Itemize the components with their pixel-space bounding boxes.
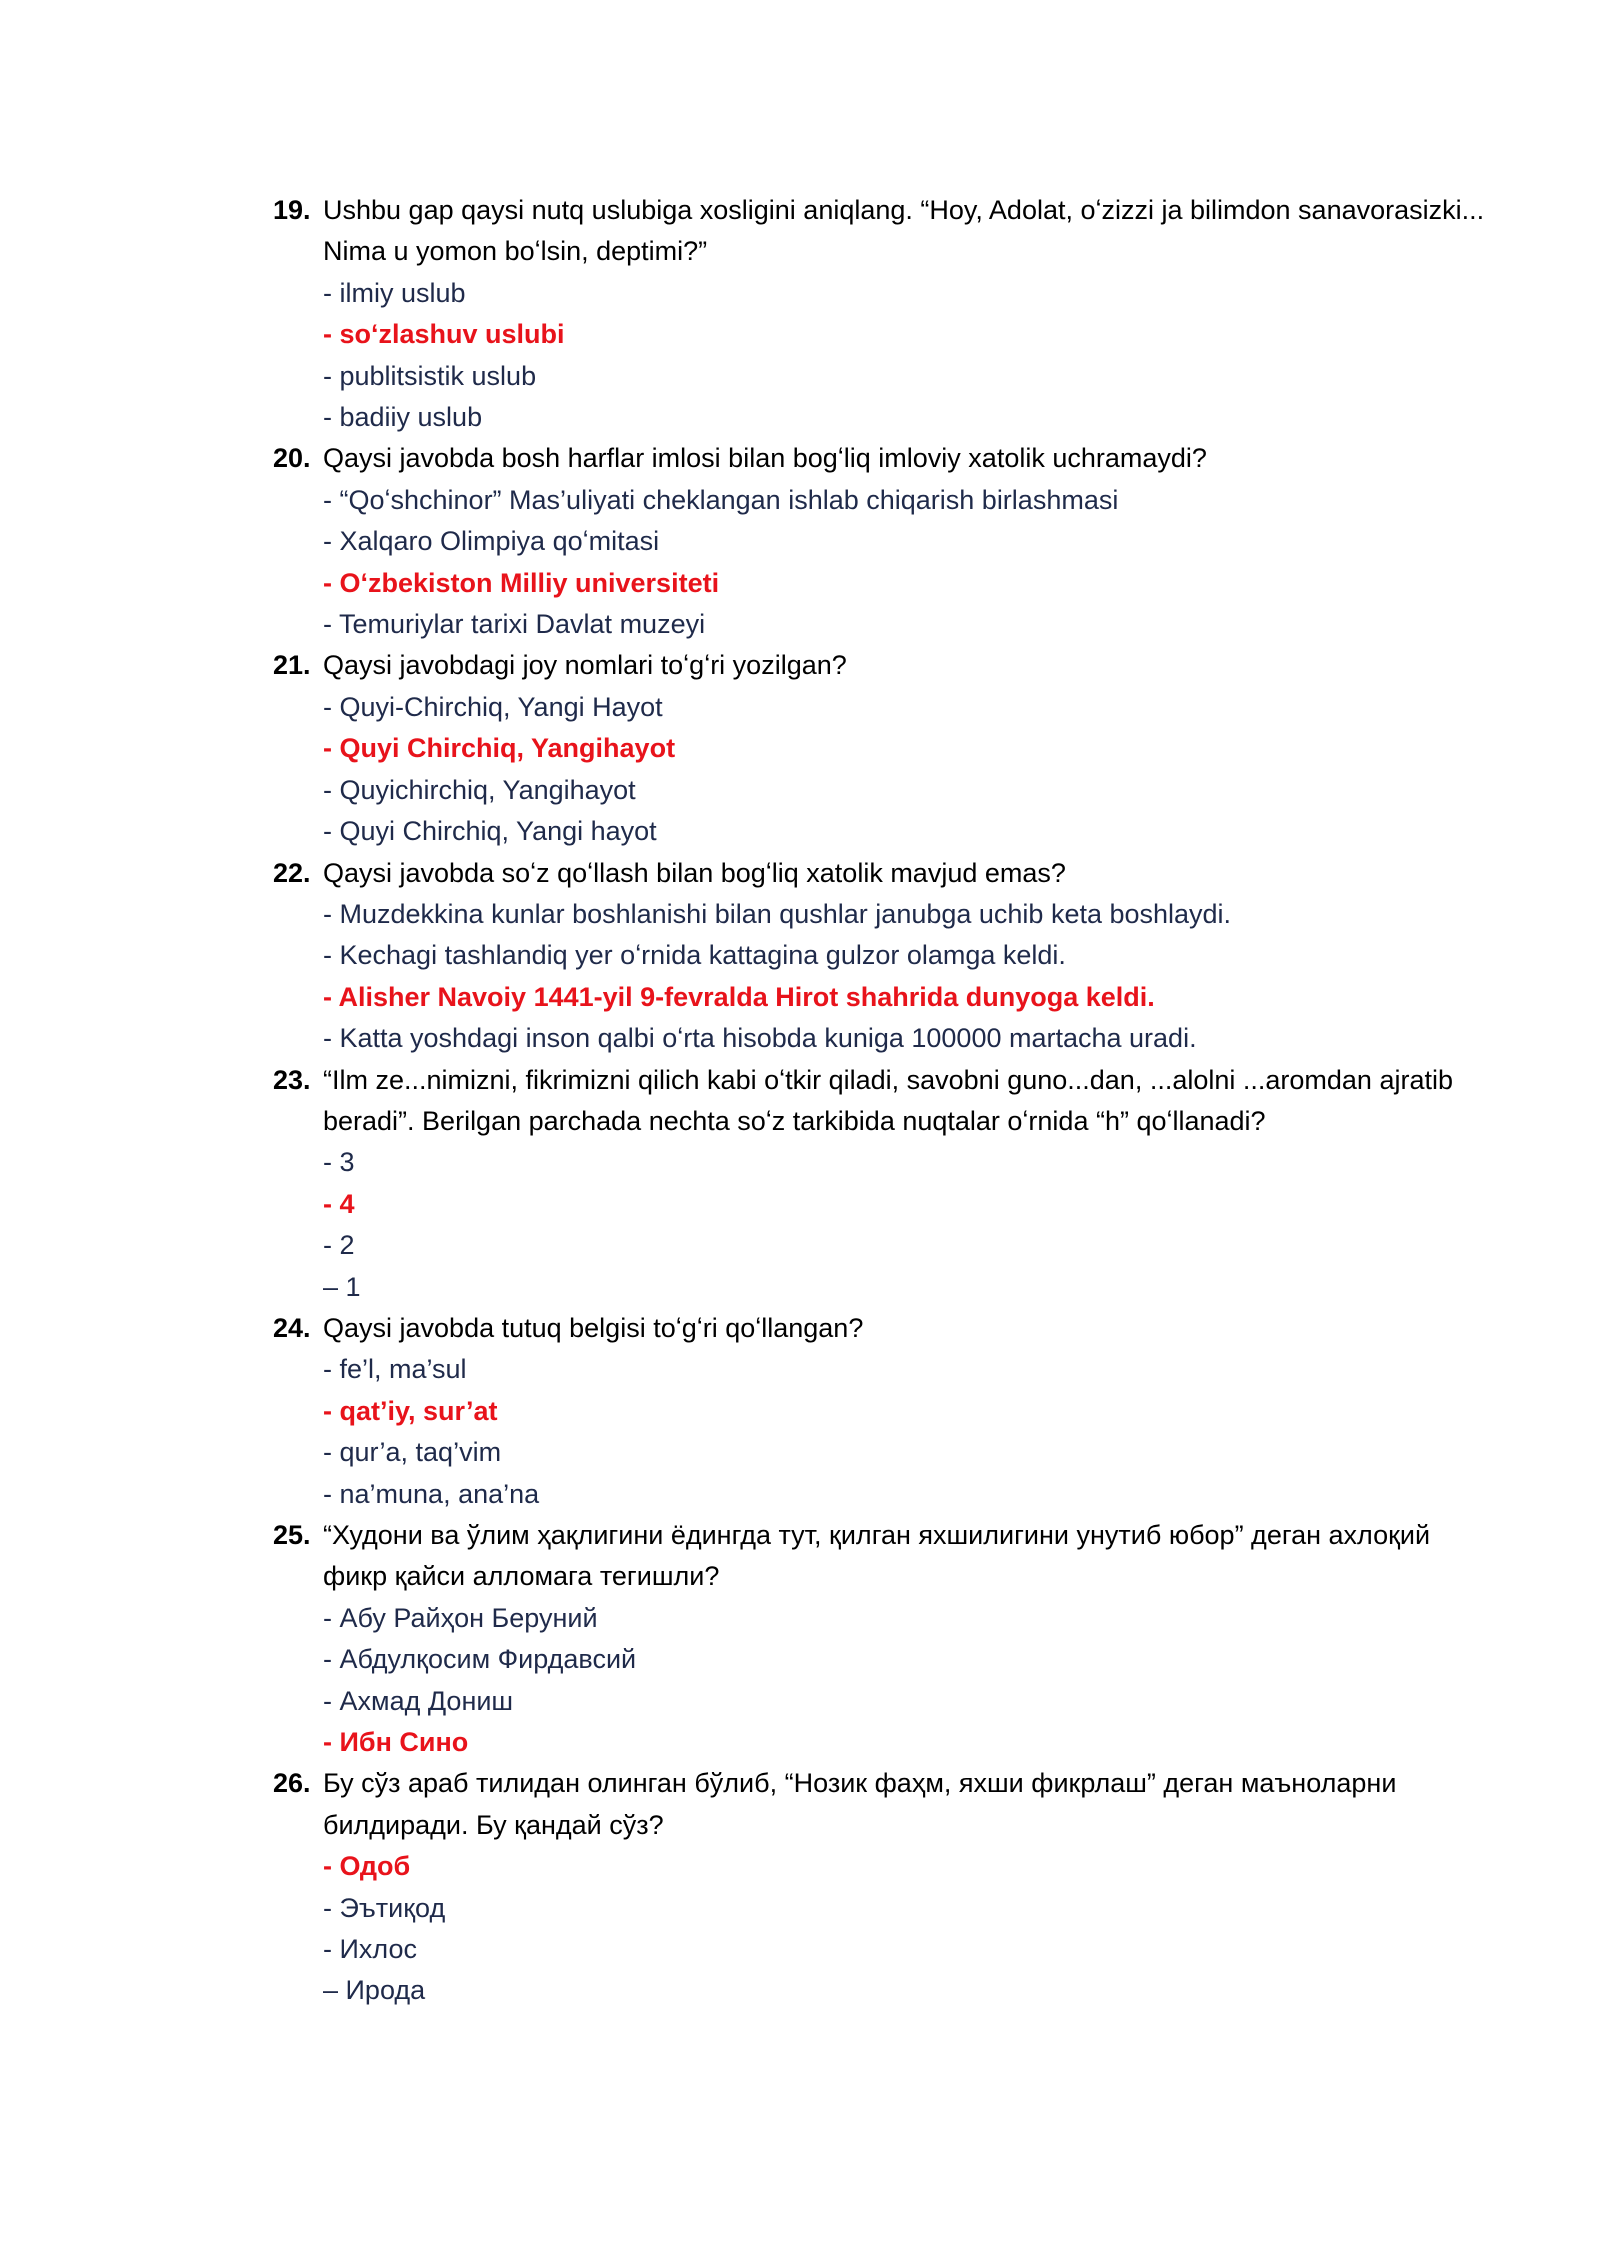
question-list [273,190,1493,2012]
question-number: 21. [273,650,311,681]
answer-options [323,273,1493,439]
question-text: Qaysi javobdagi joy nomlari toʻgʻri yozilgan? [323,650,847,681]
answer-option: - Абу Райҳон Беруний [323,1602,598,1633]
answer-option-correct: - Ибн Сино [323,1727,469,1758]
question-21 [273,645,1493,852]
answer-option: - Эътиқод [323,1892,446,1923]
question-number: 20. [273,443,311,474]
question-25 [273,1515,1493,1763]
question-text: Ushbu gap qaysi nutq uslubiga xosligini aniqlang. “Hoy, Adolat, oʻzizzi ja bilimdon sanavorasizki... Nima u yomon boʻlsin, deptimi?” [323,195,1485,267]
answer-options [323,687,1493,853]
question-text: “Худони ва ўлим ҳақлигини ёдингда тут, қилган яхшилигини унутиб юбор” деган ахлоқий фикр қайси алломага тегишли? [323,1520,1431,1592]
answer-option-correct: - Oʻzbekiston Milliy universiteti [323,567,720,598]
answer-options [323,894,1493,1060]
answer-option-correct: - Quyi Chirchiq, Yangihayot [323,733,676,764]
answer-option: - ilmiy uslub [323,277,466,308]
question-text: Qaysi javobda bosh harflar imlosi bilan bogʻliq imloviy xatolik uchramaydi? [323,443,1207,474]
answer-option: - Quyi-Chirchiq, Yangi Hayot [323,691,663,722]
answer-option: – 1 [323,1271,361,1302]
answer-option: - qur’a, taq’vim [323,1437,502,1468]
answer-options [323,1142,1493,1308]
answer-option: - Абдулқосим Фирдавсий [323,1644,637,1675]
question-26 [273,1763,1493,2011]
answer-option: - Quyi Chirchiq, Yangi hayot [323,816,657,847]
answer-option: - Ахмад Дониш [323,1685,514,1716]
question-number: 24. [273,1312,311,1343]
question-number: 19. [273,195,311,225]
question-text: Qaysi javobda soʻz qoʻllash bilan bogʻliq xatolik mavjud emas? [323,857,1066,888]
question-number: 22. [273,857,311,888]
answer-option: - 3 [323,1147,355,1178]
question-text: Бу сўз араб тилидан олинган бўлиб, “Нозик фаҳм, яхши фикрлаш” деган маъноларни билдиради. Бу қандай сўз? [323,1768,1397,1840]
question-24 [273,1308,1493,1515]
question-19 [273,190,1493,438]
question-20 [273,438,1493,645]
answer-option: - badiiy uslub [323,402,483,433]
answer-option: - publitsistik uslub [323,360,537,391]
answer-options [323,1349,1493,1515]
answer-option-correct: - Alisher Navoiy 1441-yil 9-fevralda Hirot shahrida dunyoga keldi. [323,981,1155,1012]
answer-option: - fe’l, ma’sul [323,1354,467,1385]
answer-options [323,1598,1493,1764]
question-number: 25. [273,1520,311,1550]
question-number: 26. [273,1768,311,1799]
answer-option: - Temuriylar tarixi Davlat muzeyi [323,609,706,640]
question-number: 23. [273,1064,311,1095]
answer-option-correct: - soʻzlashuv uslubi [323,319,565,350]
answer-option: - Xalqaro Olimpiya qoʻmitasi [323,526,660,557]
answer-option: - Ихлос [323,1934,417,1965]
answer-option-correct: - 4 [323,1188,355,1219]
answer-option: - “Qoʻshchinor” Mas’uliyati cheklangan ishlab chiqarish birlashmasi [323,484,1119,515]
answer-option: - Quyichirchiq, Yangihayot [323,774,636,805]
question-text: “Ilm ze...nimizni, fikrimizni qilich kabi oʻtkir qiladi, savobni guno...dan, ...alolni ...aromdan ajratib beradi”. Berilgan parchada nechta soʻz tarkibida nuqtalar oʻrnida “h” qoʻllanadi? [323,1064,1453,1136]
answer-option: - Katta yoshdagi inson qalbi oʻrta hisobda kuniga 100000 martacha uradi. [323,1023,1197,1054]
question-22 [273,853,1493,1060]
answer-option-correct: - Одоб [323,1851,411,1882]
answer-options [323,1846,1493,2012]
answer-option: - 2 [323,1230,355,1261]
answer-option-correct: - qat’iy, sur’at [323,1395,498,1426]
answer-option: - Muzdekkina kunlar boshlanishi bilan qushlar janubga uchib keta boshlaydi. [323,898,1232,929]
answer-option: - Kechagi tashlandiq yer oʻrnida kattagina gulzor olamga keldi. [323,940,1066,971]
question-text: Qaysi javobda tutuq belgisi toʻgʻri qoʻllangan? [323,1312,864,1343]
answer-options [323,480,1493,646]
answer-option: - na’muna, ana’na [323,1478,540,1509]
answer-option: – Ирода [323,1975,426,2006]
question-23 [273,1060,1493,1308]
